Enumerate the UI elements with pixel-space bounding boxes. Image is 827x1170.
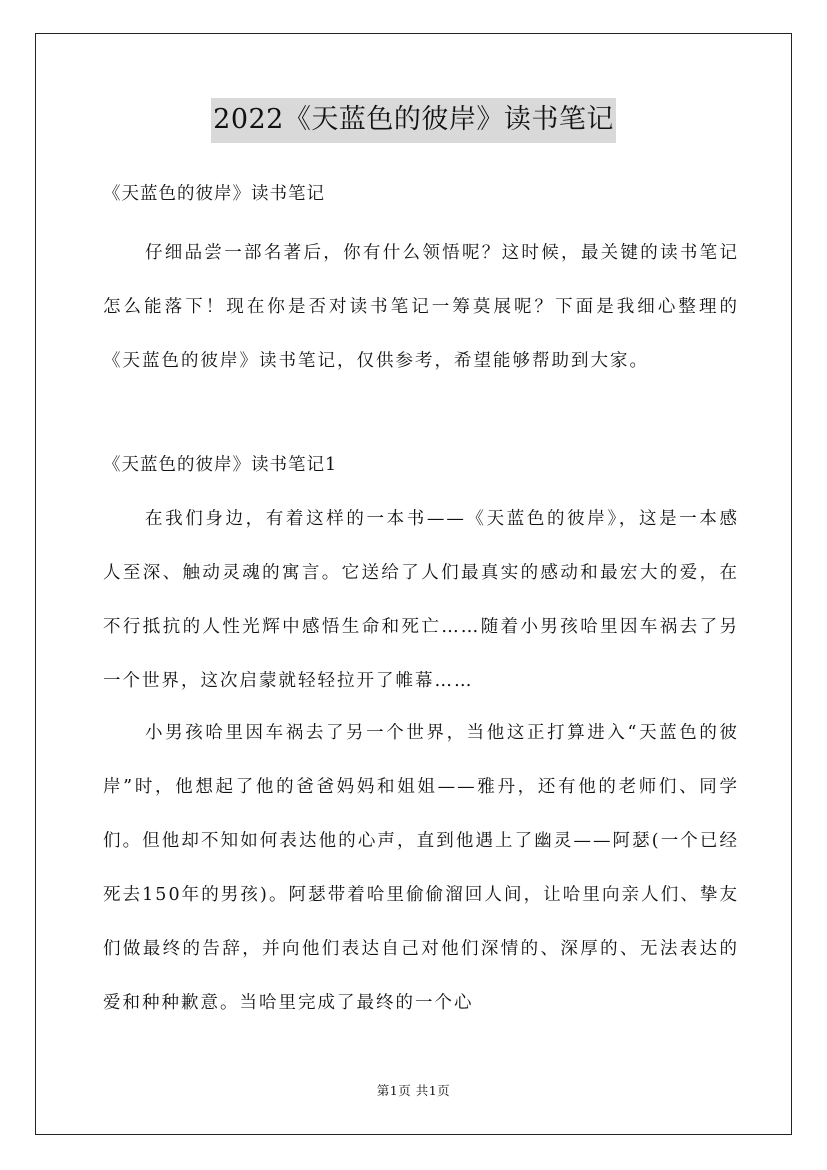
title-container — [0, 98, 827, 143]
document-subtitle: 《天蓝色的彼岸》读书笔记 — [103, 184, 325, 204]
intro-paragraph: 仔细品尝一部名著后，你有什么领悟呢？这时候，最关键的读书笔记怎么能落下！现在你是否对读书笔记一筹莫展呢？下面是我细心整理的《天蓝色的彼岸》读书笔记，仅供参考，希望能够帮助到大家。 — [103, 243, 739, 371]
body-paragraph-1: 在我们身边，有着这样的一本书——《天蓝色的彼岸》，这是一本感人至深、触动灵魂的寓言。它送给了人们最真实的感动和最宏大的爱，在不行抵抗的人性光辉中感悟生命和死亡……随着小男孩哈里因车祸去了另一个世界，这次启蒙就轻轻拉开了帷幕…… — [103, 509, 739, 691]
section-title: 《天蓝色的彼岸》读书笔记1 — [103, 455, 338, 475]
page-number-footer: 第1页 共1页 — [376, 1083, 451, 1098]
body-paragraph-2: 小男孩哈里因车祸去了另一个世界，当他这正打算进入“天蓝色的彼岸”时，他想起了他的爸爸妈妈和姐姐——雅丹，还有他的老师们、同学们。但他却不知如何表达他的心声，直到他遇上了幽灵——阿瑟(一个已经死去150年的男孩)。阿瑟带着哈里偷偷溜回人间，让哈里向亲人们、挚友们做最终的告辞，并向他们表达自己对他们深情的、深厚的、无法表达的爱和种种歉意。当哈里完成了最终的一个心 — [103, 723, 739, 1013]
document-title: 2022《天蓝色的彼岸》读书笔记 — [211, 98, 616, 143]
